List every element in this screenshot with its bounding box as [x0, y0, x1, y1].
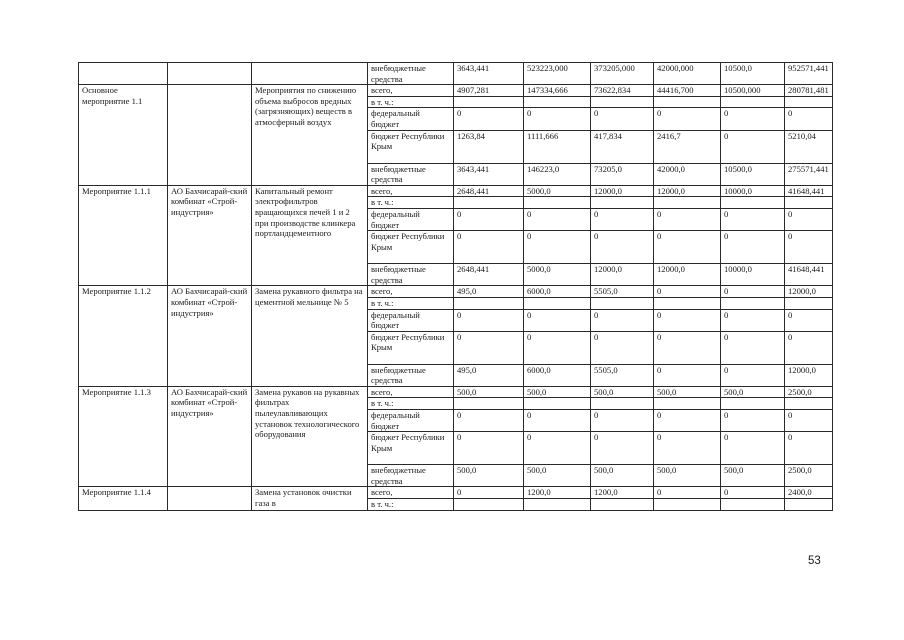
funding-source-cell: федеральный бюджет	[368, 410, 454, 432]
amount-cell: 6000,0	[524, 286, 591, 298]
amount-cell: 0	[785, 331, 833, 364]
amount-cell: 500,0	[591, 386, 654, 398]
amount-cell: 0	[591, 108, 654, 130]
amount-cell: 495,0	[454, 364, 524, 386]
amount-cell	[524, 197, 591, 209]
measure-name-cell	[79, 63, 168, 85]
amount-cell	[454, 197, 524, 209]
amount-cell: 0	[654, 432, 721, 465]
amount-cell: 3643,441	[454, 63, 524, 85]
amount-cell: 12000,0	[654, 185, 721, 197]
amount-cell: 500,0	[654, 465, 721, 487]
budget-table	[78, 62, 833, 511]
funding-source-cell: бюджет Республики Крым	[368, 130, 454, 163]
amount-cell: 0	[654, 231, 721, 264]
amount-cell: 12000,0	[591, 185, 654, 197]
amount-cell: 2416,7	[654, 130, 721, 163]
description-cell	[252, 63, 368, 85]
funding-source-cell: внебюджетные средства	[368, 163, 454, 185]
measure-name-cell: Мероприятие 1.1.4	[79, 487, 168, 510]
amount-cell	[454, 297, 524, 309]
amount-cell: 146223,0	[524, 163, 591, 185]
amount-cell: 41648,441	[785, 264, 833, 286]
amount-cell: 3643,441	[454, 163, 524, 185]
amount-cell	[785, 398, 833, 410]
amount-cell: 0	[721, 331, 785, 364]
funding-source-cell: в т. ч.:	[368, 398, 454, 410]
funding-source-cell: в т. ч.:	[368, 197, 454, 209]
measure-name-cell: Мероприятие 1.1.3	[79, 386, 168, 487]
amount-cell	[524, 297, 591, 309]
amount-cell: 44416,700	[654, 85, 721, 97]
amount-cell: 0	[654, 286, 721, 298]
amount-cell: 73622,834	[591, 85, 654, 97]
amount-cell: 10000,0	[721, 185, 785, 197]
table-row	[79, 63, 833, 85]
amount-cell: 0	[524, 208, 591, 230]
amount-cell: 2648,441	[454, 185, 524, 197]
amount-cell: 500,0	[524, 386, 591, 398]
funding-source-cell: внебюджетные средства	[368, 465, 454, 487]
description-cell: Замена рукавного фильтра на цементной мельнице № 5	[252, 286, 368, 387]
amount-cell: 2400,0	[785, 487, 833, 499]
amount-cell	[654, 96, 721, 108]
amount-cell: 0	[524, 410, 591, 432]
amount-cell: 0	[721, 108, 785, 130]
amount-cell: 5000,0	[524, 185, 591, 197]
amount-cell: 147334,666	[524, 85, 591, 97]
amount-cell: 0	[785, 432, 833, 465]
amount-cell: 5000,0	[524, 264, 591, 286]
amount-cell: 2648,441	[454, 264, 524, 286]
amount-cell: 373205,000	[591, 63, 654, 85]
amount-cell: 500,0	[654, 386, 721, 398]
amount-cell: 500,0	[721, 465, 785, 487]
amount-cell	[591, 499, 654, 511]
amount-cell: 0	[721, 286, 785, 298]
amount-cell: 6000,0	[524, 364, 591, 386]
measure-name-cell: Мероприятие 1.1.1	[79, 185, 168, 286]
amount-cell: 10500,0	[721, 163, 785, 185]
amount-cell: 0	[454, 487, 524, 499]
amount-cell: 12000,0	[591, 264, 654, 286]
funding-source-cell: всего,	[368, 386, 454, 398]
funding-source-cell: в т. ч.:	[368, 96, 454, 108]
funding-source-cell: бюджет Республики Крым	[368, 331, 454, 364]
amount-cell: 0	[454, 309, 524, 331]
amount-cell: 0	[654, 331, 721, 364]
page-number: 53	[808, 555, 821, 567]
amount-cell: 0	[591, 410, 654, 432]
amount-cell	[785, 499, 833, 511]
amount-cell	[654, 398, 721, 410]
amount-cell: 0	[591, 208, 654, 230]
funding-source-cell: всего,	[368, 487, 454, 499]
amount-cell: 0	[524, 309, 591, 331]
amount-cell	[454, 96, 524, 108]
amount-cell	[654, 297, 721, 309]
amount-cell: 4907,281	[454, 85, 524, 97]
amount-cell: 0	[524, 432, 591, 465]
amount-cell: 73205,0	[591, 163, 654, 185]
amount-cell: 0	[785, 410, 833, 432]
amount-cell: 280781,481	[785, 85, 833, 97]
funding-source-cell: федеральный бюджет	[368, 309, 454, 331]
amount-cell: 500,0	[454, 465, 524, 487]
table-row	[79, 286, 833, 298]
amount-cell: 0	[454, 231, 524, 264]
amount-cell: 1111,666	[524, 130, 591, 163]
amount-cell: 12000,0	[785, 286, 833, 298]
amount-cell	[454, 398, 524, 410]
funding-source-cell: в т. ч.:	[368, 297, 454, 309]
amount-cell	[721, 96, 785, 108]
amount-cell: 0	[721, 130, 785, 163]
amount-cell: 0	[654, 208, 721, 230]
amount-cell: 0	[591, 231, 654, 264]
amount-cell	[591, 197, 654, 209]
table-row	[79, 487, 833, 499]
amount-cell: 0	[454, 108, 524, 130]
funding-source-cell: федеральный бюджет	[368, 108, 454, 130]
executor-cell	[168, 63, 252, 85]
executor-cell: АО Бахчисарай-ский комбинат «Строй-индустрия»	[168, 286, 252, 387]
funding-source-cell: всего,	[368, 286, 454, 298]
amount-cell: 0	[591, 309, 654, 331]
amount-cell: 5210,04	[785, 130, 833, 163]
amount-cell	[785, 197, 833, 209]
description-cell: Мероприятия по снижению объема выбросов вредных (загрязняющих) веществ в атмосферный воздух	[252, 85, 368, 186]
amount-cell: 1200,0	[591, 487, 654, 499]
amount-cell: 10000,0	[721, 264, 785, 286]
amount-cell: 41648,441	[785, 185, 833, 197]
amount-cell: 10500,000	[721, 85, 785, 97]
amount-cell: 0	[785, 231, 833, 264]
amount-cell: 500,0	[721, 386, 785, 398]
amount-cell: 0	[654, 364, 721, 386]
amount-cell	[524, 96, 591, 108]
amount-cell: 0	[524, 108, 591, 130]
amount-cell	[654, 197, 721, 209]
amount-cell: 0	[654, 108, 721, 130]
measure-name-cell: Основное мероприятие 1.1	[79, 85, 168, 186]
amount-cell: 0	[454, 208, 524, 230]
amount-cell: 42000,000	[654, 63, 721, 85]
description-cell: Замена установок очистки газа в	[252, 487, 368, 510]
amount-cell: 10500,0	[721, 63, 785, 85]
amount-cell: 1263,84	[454, 130, 524, 163]
amount-cell: 495,0	[454, 286, 524, 298]
amount-cell: 0	[654, 410, 721, 432]
amount-cell	[721, 398, 785, 410]
amount-cell: 5505,0	[591, 286, 654, 298]
description-cell: Замена рукавов на рукавных фильтрах пылеулавливающих установок технологического оборудования	[252, 386, 368, 487]
amount-cell	[785, 297, 833, 309]
executor-cell: АО Бахчисарай-ский комбинат «Строй-индустрия»	[168, 185, 252, 286]
amount-cell: 0	[654, 309, 721, 331]
amount-cell: 12000,0	[654, 264, 721, 286]
amount-cell: 0	[524, 331, 591, 364]
amount-cell	[591, 96, 654, 108]
amount-cell: 0	[454, 410, 524, 432]
amount-cell: 0	[591, 331, 654, 364]
amount-cell: 0	[591, 432, 654, 465]
amount-cell: 1200,0	[524, 487, 591, 499]
description-cell: Капитальный ремонт электрофильтров вращающихся печей 1 и 2 при производстве клинкера портландцементного	[252, 185, 368, 286]
amount-cell	[524, 398, 591, 410]
funding-source-cell: в т. ч.:	[368, 499, 454, 511]
amount-cell: 0	[785, 208, 833, 230]
amount-cell: 500,0	[591, 465, 654, 487]
funding-source-cell: всего,	[368, 85, 454, 97]
table-row	[79, 386, 833, 398]
amount-cell: 952571,441	[785, 63, 833, 85]
amount-cell	[454, 499, 524, 511]
amount-cell: 2500,0	[785, 386, 833, 398]
amount-cell	[721, 499, 785, 511]
executor-cell	[168, 85, 252, 186]
amount-cell	[721, 297, 785, 309]
amount-cell	[785, 96, 833, 108]
measure-name-cell: Мероприятие 1.1.2	[79, 286, 168, 387]
amount-cell: 12000,0	[785, 364, 833, 386]
amount-cell: 0	[785, 309, 833, 331]
funding-source-cell: всего,	[368, 185, 454, 197]
table-row	[79, 85, 833, 97]
funding-source-cell: внебюджетные средства	[368, 264, 454, 286]
executor-cell	[168, 487, 252, 510]
amount-cell: 2500,0	[785, 465, 833, 487]
amount-cell: 523223,000	[524, 63, 591, 85]
amount-cell: 0	[721, 487, 785, 499]
funding-source-cell: федеральный бюджет	[368, 208, 454, 230]
executor-cell: АО Бахчисарай-ский комбинат «Строй-индустрия»	[168, 386, 252, 487]
funding-source-cell: внебюджетные средства	[368, 364, 454, 386]
amount-cell: 0	[785, 108, 833, 130]
table-row	[79, 185, 833, 197]
amount-cell: 5505,0	[591, 364, 654, 386]
amount-cell	[524, 499, 591, 511]
amount-cell: 0	[721, 231, 785, 264]
funding-source-cell: бюджет Республики Крым	[368, 432, 454, 465]
amount-cell: 0	[654, 487, 721, 499]
amount-cell: 417,834	[591, 130, 654, 163]
amount-cell: 0	[721, 432, 785, 465]
amount-cell: 0	[721, 410, 785, 432]
amount-cell: 500,0	[524, 465, 591, 487]
amount-cell: 0	[721, 364, 785, 386]
amount-cell: 42000,0	[654, 163, 721, 185]
amount-cell: 500,0	[454, 386, 524, 398]
amount-cell: 0	[524, 231, 591, 264]
amount-cell	[591, 297, 654, 309]
amount-cell: 0	[454, 432, 524, 465]
funding-source-cell: внебюджетные средства	[368, 63, 454, 85]
amount-cell: 275571,441	[785, 163, 833, 185]
amount-cell	[591, 398, 654, 410]
amount-cell	[654, 499, 721, 511]
amount-cell: 0	[721, 309, 785, 331]
funding-source-cell: бюджет Республики Крым	[368, 231, 454, 264]
amount-cell: 0	[454, 331, 524, 364]
amount-cell: 0	[721, 208, 785, 230]
amount-cell	[721, 197, 785, 209]
